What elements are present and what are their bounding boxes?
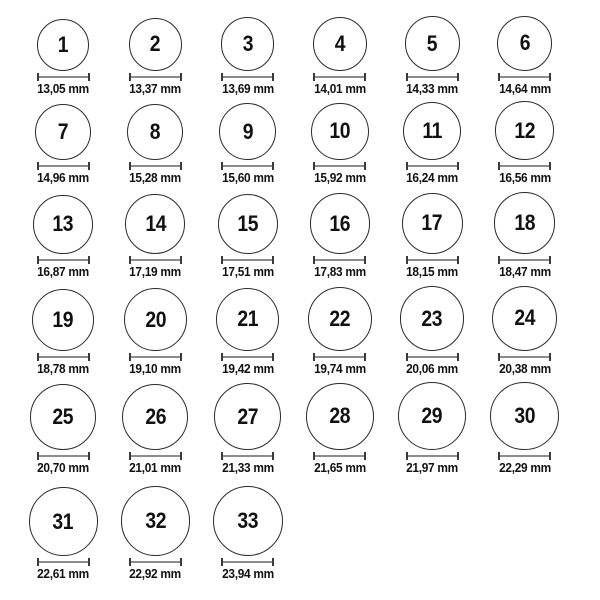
- diameter-measure-line: [498, 452, 551, 460]
- diameter-measure-line: [129, 558, 182, 566]
- measure-tick-right-icon: [272, 558, 274, 566]
- diameter-label: 22,92 mm: [129, 567, 182, 581]
- diameter-label: 16,87 mm: [37, 265, 89, 279]
- diameter-measure-line: [498, 256, 551, 264]
- measure-tick-right-icon: [457, 353, 459, 361]
- ring-size-number: 21: [237, 306, 258, 332]
- measure-tick-right-icon: [180, 162, 182, 170]
- ring-circle: [121, 486, 191, 556]
- ring-size-number: 24: [514, 305, 535, 331]
- measure-line: [408, 259, 457, 261]
- diameter-measure-line: [406, 353, 459, 361]
- diameter-label: 17,19 mm: [129, 265, 182, 279]
- diameter-measure-line: [129, 256, 182, 264]
- ring-circle: [125, 194, 185, 254]
- measure-line: [39, 259, 88, 261]
- ring-circle: [497, 16, 552, 71]
- measure-tick-right-icon: [549, 353, 551, 361]
- measure-tick-right-icon: [180, 73, 182, 81]
- diameter-measure-line: [406, 452, 459, 460]
- measure-tick-right-icon: [364, 353, 366, 361]
- measure-line: [131, 561, 180, 563]
- measure-tick-right-icon: [457, 73, 459, 81]
- measure-line: [131, 76, 180, 78]
- ring-circle: [218, 194, 278, 254]
- measure-line: [408, 76, 457, 78]
- diameter-measure-line: [129, 73, 182, 81]
- measure-tick-right-icon: [180, 452, 182, 460]
- measure-tick-right-icon: [88, 256, 90, 264]
- diameter-measure-line: [313, 452, 366, 460]
- measure-line: [408, 455, 457, 457]
- measure-tick-right-icon: [272, 73, 274, 81]
- measure-tick-right-icon: [88, 452, 90, 460]
- diameter-measure-line: [313, 162, 366, 170]
- diameter-measure-line: [129, 162, 182, 170]
- ring-size-number: 30: [514, 402, 535, 428]
- ring-circle: [129, 18, 182, 71]
- ring-size-number: 8: [150, 118, 161, 144]
- diameter-measure-line: [221, 452, 274, 460]
- diameter-measure-line: [129, 353, 182, 361]
- diameter-measure-line: [498, 353, 551, 361]
- measure-tick-right-icon: [88, 558, 90, 566]
- diameter-measure-line: [406, 256, 459, 264]
- ring-circle: [495, 101, 554, 160]
- diameter-measure-line: [221, 162, 274, 170]
- measure-tick-right-icon: [549, 162, 551, 170]
- measure-line: [131, 259, 180, 261]
- ring-circle: [33, 195, 92, 254]
- ring-size-number: 20: [144, 306, 166, 332]
- measure-line: [131, 356, 180, 358]
- diameter-label: 21,65 mm: [313, 461, 366, 475]
- diameter-label: 21,01 mm: [129, 461, 182, 475]
- ring-circle: [398, 382, 466, 450]
- ring-size-number: 22: [329, 305, 351, 331]
- measure-tick-right-icon: [364, 162, 366, 170]
- ring-size-number: 17: [421, 210, 443, 236]
- measure-line: [408, 165, 457, 167]
- ring-circle: [403, 102, 461, 160]
- diameter-label: 15,60 mm: [221, 171, 274, 185]
- ring-circle: [124, 288, 187, 351]
- diameter-label: 23,94 mm: [221, 567, 274, 581]
- ring-circle: [221, 17, 275, 71]
- diameter-label: 17,83 mm: [313, 265, 366, 279]
- diameter-measure-line: [221, 256, 274, 264]
- measure-tick-right-icon: [88, 73, 90, 81]
- ring-size-number: 16: [329, 210, 351, 236]
- ring-circle: [29, 487, 98, 556]
- ring-circle: [35, 104, 91, 160]
- diameter-label: 18,78 mm: [37, 362, 89, 376]
- diameter-measure-line: [498, 162, 551, 170]
- diameter-label: 18,47 mm: [498, 265, 551, 279]
- ring-size-number: 23: [421, 305, 443, 331]
- measure-tick-right-icon: [180, 558, 182, 566]
- measure-tick-right-icon: [364, 73, 366, 81]
- measure-tick-right-icon: [457, 256, 459, 264]
- measure-tick-right-icon: [457, 452, 459, 460]
- measure-tick-right-icon: [272, 162, 274, 170]
- measure-line: [223, 259, 272, 261]
- measure-line: [315, 76, 364, 78]
- ring-circle: [122, 384, 188, 450]
- ring-circle: [213, 486, 283, 556]
- diameter-label: 21,97 mm: [406, 461, 459, 475]
- ring-size-number: 25: [52, 404, 74, 430]
- ring-size-number: 15: [237, 210, 258, 236]
- ring-circle: [310, 193, 371, 254]
- diameter-measure-line: [313, 73, 366, 81]
- measure-tick-right-icon: [88, 353, 90, 361]
- measure-line: [500, 455, 549, 457]
- measure-line: [131, 455, 180, 457]
- measure-tick-right-icon: [549, 452, 551, 460]
- ring-circle: [32, 289, 94, 351]
- measure-tick-right-icon: [180, 353, 182, 361]
- measure-line: [500, 76, 549, 78]
- measure-line: [315, 165, 364, 167]
- diameter-measure-line: [37, 353, 90, 361]
- measure-line: [39, 561, 88, 563]
- measure-line: [500, 165, 549, 167]
- measure-line: [223, 455, 272, 457]
- ring-circle: [400, 286, 465, 351]
- ring-size-number: 27: [237, 403, 258, 429]
- measure-line: [131, 165, 180, 167]
- measure-line: [315, 455, 364, 457]
- ring-size-number: 13: [52, 211, 74, 237]
- diameter-measure-line: [221, 73, 274, 81]
- measure-line: [500, 356, 549, 358]
- measure-tick-right-icon: [272, 353, 274, 361]
- diameter-label: 15,92 mm: [313, 171, 366, 185]
- ring-size-number: 12: [514, 117, 535, 143]
- ring-size-number: 29: [421, 403, 443, 429]
- ring-size-number: 18: [514, 210, 535, 236]
- diameter-measure-line: [313, 353, 366, 361]
- ring-circle: [306, 383, 373, 450]
- ring-circle: [492, 286, 557, 351]
- ring-size-number: 6: [519, 30, 530, 56]
- diameter-label: 20,70 mm: [37, 461, 89, 475]
- ring-circle: [405, 16, 460, 71]
- measure-tick-right-icon: [457, 162, 459, 170]
- measure-line: [315, 356, 364, 358]
- ring-circle: [402, 193, 463, 254]
- diameter-measure-line: [37, 256, 90, 264]
- measure-tick-right-icon: [180, 256, 182, 264]
- diameter-label: 13,05 mm: [37, 82, 89, 96]
- ring-size-number: 4: [334, 30, 346, 56]
- measure-tick-right-icon: [272, 452, 274, 460]
- diameter-measure-line: [37, 558, 90, 566]
- ring-size-number: 11: [422, 118, 442, 143]
- diameter-measure-line: [221, 558, 274, 566]
- ring-circle: [490, 382, 558, 450]
- ring-circle: [30, 384, 96, 450]
- ring-size-number: 26: [144, 403, 166, 429]
- measure-line: [223, 561, 272, 563]
- ring-size-number: 31: [52, 508, 74, 534]
- diameter-label: 21,33 mm: [221, 461, 274, 475]
- ring-size-number: 1: [57, 31, 69, 57]
- ring-circle: [308, 287, 372, 351]
- diameter-label: 14,33 mm: [406, 82, 459, 96]
- diameter-measure-line: [37, 452, 90, 460]
- diameter-measure-line: [313, 256, 366, 264]
- diameter-label: 22,61 mm: [37, 567, 89, 581]
- diameter-label: 19,42 mm: [221, 362, 274, 376]
- diameter-measure-line: [37, 162, 90, 170]
- measure-tick-right-icon: [88, 162, 90, 170]
- measure-line: [39, 165, 88, 167]
- diameter-label: 19,74 mm: [313, 362, 366, 376]
- diameter-label: 22,29 mm: [498, 461, 551, 475]
- measure-line: [223, 76, 272, 78]
- ring-circle: [219, 103, 276, 160]
- ring-size-number: 2: [150, 31, 161, 57]
- diameter-label: 13,37 mm: [129, 82, 182, 96]
- diameter-label: 16,56 mm: [498, 171, 551, 185]
- diameter-label: 14,01 mm: [313, 82, 366, 96]
- ring-circle: [127, 104, 183, 160]
- measure-line: [39, 455, 88, 457]
- diameter-label: 14,96 mm: [37, 171, 89, 185]
- ring-circle: [311, 103, 368, 160]
- diameter-label: 18,15 mm: [406, 265, 459, 279]
- ring-size-number: 10: [329, 118, 351, 144]
- diameter-measure-line: [498, 73, 551, 81]
- measure-line: [39, 356, 88, 358]
- measure-tick-right-icon: [364, 256, 366, 264]
- diameter-label: 16,24 mm: [406, 171, 459, 185]
- ring-size-number: 19: [52, 306, 74, 332]
- measure-line: [500, 259, 549, 261]
- ring-size-number: 32: [144, 508, 166, 534]
- measure-line: [408, 356, 457, 358]
- ring-size-number: 5: [427, 30, 438, 56]
- measure-tick-right-icon: [549, 73, 551, 81]
- diameter-label: 15,28 mm: [129, 171, 182, 185]
- diameter-label: 19,10 mm: [129, 362, 182, 376]
- diameter-label: 20,38 mm: [498, 362, 551, 376]
- ring-circle: [216, 288, 280, 352]
- measure-tick-right-icon: [272, 256, 274, 264]
- ring-size-number: 33: [237, 507, 258, 533]
- measure-line: [223, 356, 272, 358]
- measure-line: [223, 165, 272, 167]
- diameter-measure-line: [221, 353, 274, 361]
- ring-circle: [494, 192, 556, 254]
- ring-size-number: 9: [242, 118, 253, 144]
- diameter-label: 14,64 mm: [498, 82, 551, 96]
- diameter-label: 17,51 mm: [221, 265, 274, 279]
- diameter-measure-line: [406, 162, 459, 170]
- diameter-measure-line: [37, 73, 90, 81]
- ring-circle: [313, 17, 367, 71]
- measure-tick-right-icon: [364, 452, 366, 460]
- ring-size-number: 7: [57, 119, 69, 145]
- ring-size-number: 28: [329, 403, 351, 429]
- diameter-label: 20,06 mm: [406, 362, 459, 376]
- measure-line: [39, 76, 88, 78]
- measure-line: [315, 259, 364, 261]
- ring-size-number: 14: [144, 211, 166, 237]
- ring-circle: [214, 383, 281, 450]
- measure-tick-right-icon: [549, 256, 551, 264]
- ring-circle: [37, 19, 90, 72]
- ring-size-number: 3: [242, 31, 253, 57]
- diameter-measure-line: [129, 452, 182, 460]
- diameter-label: 13,69 mm: [221, 82, 274, 96]
- diameter-measure-line: [406, 73, 459, 81]
